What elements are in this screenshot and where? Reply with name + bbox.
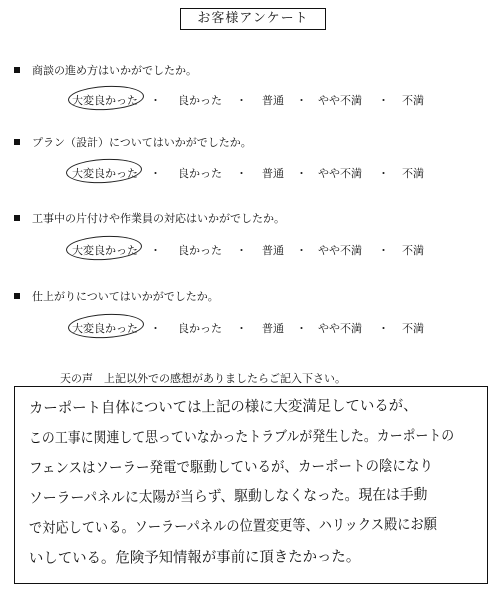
option-very-good[interactable]: 大変良かった [72,322,138,335]
comment-box[interactable] [14,386,488,584]
separator: ・ [296,94,307,107]
option-somewhat-dissatisfied[interactable]: やや不満 [318,167,362,180]
question-2-text: プラン（設計）についてはいかがでしたか。 [32,136,252,149]
option-very-good[interactable]: 大変良かった [72,244,138,257]
option-very-good[interactable]: 大変良かった [72,94,138,107]
separator: ・ [150,167,161,180]
bullet-icon [14,293,20,299]
option-good[interactable]: 良かった [178,94,222,107]
question-2 [14,134,252,150]
separator: ・ [296,244,307,257]
option-somewhat-dissatisfied[interactable]: やや不満 [318,322,362,335]
separator: ・ [150,244,161,257]
bullet-icon [14,67,20,73]
question-2-options [0,165,500,183]
option-dissatisfied[interactable]: 不満 [402,94,424,107]
option-dissatisfied[interactable]: 不満 [402,167,424,180]
separator: ・ [236,322,247,335]
option-somewhat-dissatisfied[interactable]: やや不満 [318,244,362,257]
option-good[interactable]: 良かった [178,244,222,257]
question-3 [14,210,285,226]
comment-line-2: この工事に関連して思っていなかったトラブルが発生した。カーポートの [28,426,455,447]
comment-line-5: で対応している。ソーラーパネルの位置変更等、ハリックス殿にお願 [28,514,437,537]
question-3-options [0,242,500,260]
option-good[interactable]: 良かった [178,322,222,335]
question-1 [14,62,197,78]
question-4-text: 仕上がりについてはいかがでしたか。 [32,290,219,303]
bullet-icon [14,215,20,221]
question-4-options [0,320,500,338]
separator: ・ [378,167,389,180]
option-average[interactable]: 普通 [262,167,284,180]
question-1-text: 商談の進め方はいかがでしたか。 [32,64,197,77]
separator: ・ [296,167,307,180]
separator: ・ [378,244,389,257]
comment-line-1: カーポート自体については上記の様に大変満足しているが、 [28,396,418,417]
comment-prompt: 天の声 上記以外での感想がありましたらご記入下さい。 [60,372,346,385]
comment-line-6: いしている。危険予知情報が事前に頂きたかった。 [28,547,361,567]
option-average[interactable]: 普通 [262,94,284,107]
option-somewhat-dissatisfied[interactable]: やや不満 [318,94,362,107]
option-dissatisfied[interactable]: 不満 [402,322,424,335]
separator: ・ [236,94,247,107]
option-average[interactable]: 普通 [262,244,284,257]
separator: ・ [378,322,389,335]
bullet-icon [14,139,20,145]
separator: ・ [296,322,307,335]
question-3-text: 工事中の片付けや作業員の対応はいかがでしたか。 [32,212,285,225]
comment-line-4: ソーラーパネルに太陽が当らず、駆動しなくなった。現在は手動 [28,485,428,507]
separator: ・ [236,167,247,180]
option-good[interactable]: 良かった [178,167,222,180]
question-1-options [0,92,500,110]
separator: ・ [150,322,161,335]
survey-title: お客様アンケート [180,8,326,30]
separator: ・ [236,244,247,257]
option-average[interactable]: 普通 [262,322,284,335]
separator: ・ [378,94,389,107]
comment-line-3: フェンスはソーラー発電で駆動しているが、カーポートの陰になり [28,456,433,477]
option-dissatisfied[interactable]: 不満 [402,244,424,257]
option-very-good[interactable]: 大変良かった [72,167,138,180]
separator: ・ [150,94,161,107]
question-4 [14,288,219,304]
